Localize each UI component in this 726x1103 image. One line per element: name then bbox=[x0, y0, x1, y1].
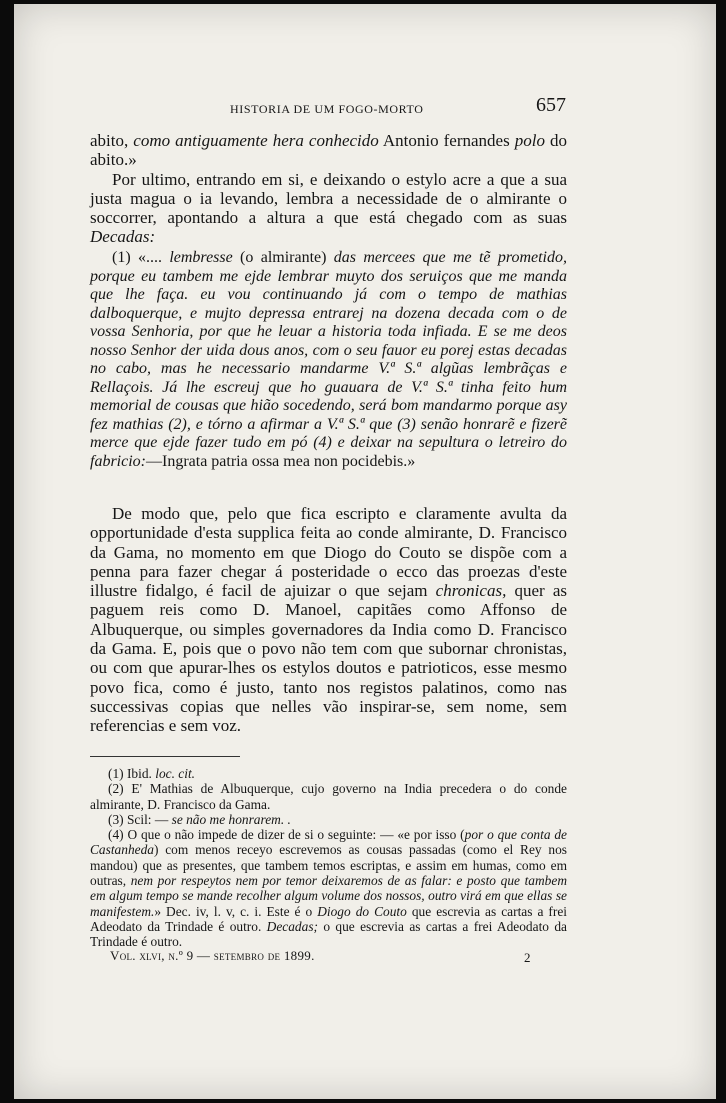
body-text-top bbox=[90, 131, 567, 247]
sheet-signature-mark: 2 bbox=[524, 950, 531, 965]
paragraph-de-modo-que: De modo que, pelo que fica escripto e claramente avulta da opportunidade d'esta supplica feita ao conde almirante, D. Francisco da Gama, no momento em que Diogo do Couto se dispõe com a penna para fazer chegar á posteridade o ecco das proezas d'este illustre fidalgo, é facil de ajuizar o que sejam chronicas, quer as paguem reis como D. Manoel, capitães como Affonso de Albuquerque, ou simples governadores da India como D. Francisco da Gama. E, pois que o povo não tem com que subornar chronistas, ou com que apurar-lhes os estylos doutos e patrioticos, esse mesmo povo fica, como é justo, tanto nos registos palatinos, como nas successivas copias que nelles vão inspirar-se, sem nome, sem referencias e sem voz. bbox=[90, 504, 567, 736]
page-number: 657 bbox=[536, 94, 566, 116]
paragraph-continued: abito, como antiguamente hera conhecido Antonio fernandes polo do abito.» bbox=[90, 131, 568, 170]
volume-line: Vol. xlvi, n.º 9 — setembro de 1899. bbox=[110, 948, 315, 963]
footnote-2: (2) E' Mathias de Albuquerque, cujo governo na India precedera o do conde almirante, D. Francisco da Gama. bbox=[90, 781, 567, 812]
footnote-divider bbox=[90, 756, 240, 757]
letter-quotation: (1) «.... lembresse (o almirante) das mercees que me tẽ prometido, porque eu tambem me ejde lembrar muyto dos seruiços que me manda que lhe faça. eu vou continuando já com o tempo de mathias dalboquerque, e mujto depressa entrarej na dozena decada com o de vossa Senhoria, por que he leuar a historia toda infiada. E se me deos nosso Senhor der uida dous anos, com o seu fauor eu porej estas decadas no cabo, mas he necessario mandarme V.ª S.ª algũas lembrãças e Rellaçois. Já lhe escreuj que ho guauara de V.ª S.ª tinha feito hum memorial de cousas que hião socedendo, será bom mandarmo porque asy fez mathias (2), e tórno a afirmar a V.ª S.ª que (3) senão honrarẽ e fizerẽ merce que ejde fazer tudo em pó (4) e deixar na sepultura o letreiro do fabricio:—Ingrata patria ossa mea non pocidebis.» bbox=[90, 249, 568, 470]
paragraph-por-ultimo: Por ultimo, entrando em si, e deixando o estylo acre a que a sua justa magua o ia levando, lembra a necessidade de o almirante o soccorrer, apontando a altura a que está chegado com as suas Decadas: bbox=[90, 169, 567, 247]
footnote-4: (4) O que o não impede de dizer de si o seguinte: — «e por isso (por o que conta de Castanheda) com menos receyo escrevemos as cousas passadas (como el Rey nos mandou) que as presentes, que tambem temos escriptas, e assim em humas, como em outras, nem por respeytos nem por temor deixaremos de as falar: e posto que tambem em algum tempo se mande recolher algum volume dos nossos, outro virá em que ellas se manifestem.» Dec. iv, l. v, c. i. Este é o Diogo do Couto que escrevia as cartas a frei Adeodato da Trindade é outro. Decadas; o que escrevia as cartas a frei Adeodato da Trindade é outro. bbox=[90, 827, 567, 950]
footnote-3: (3) Scil: — se não me honrarem. . bbox=[108, 811, 291, 827]
footnotes bbox=[90, 766, 567, 950]
document-page bbox=[14, 4, 716, 1099]
footnote-1: (1) Ibid. loc. cit. bbox=[108, 766, 196, 781]
running-title: HISTORIA DE UM FOGO-MORTO bbox=[230, 102, 424, 116]
